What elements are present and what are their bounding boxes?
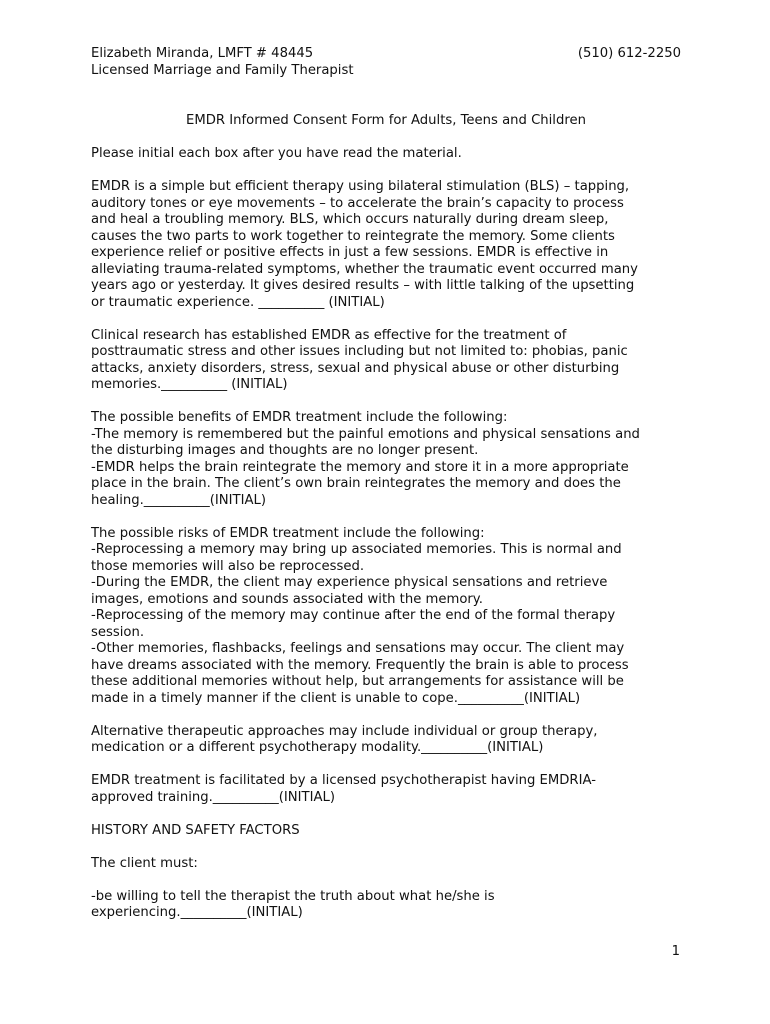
client-must-paragraph: The client must: <box>91 855 198 871</box>
section-heading-history-safety: HISTORY AND SAFETY FACTORS <box>91 822 300 838</box>
letterhead <box>91 46 681 79</box>
emdr-description-paragraph: EMDR is a simple but efficient therapy using bilateral stimulation (BLS) – tapping, auditory tones or eye movements – to accelerate the brain’s capacity to process and heal a troubling memory. BLS, which occurs naturally during dream sleep, causes the two parts to work together to reintegrate the memory. Some clients experience relief or positive effects in just a few sessions. EMDR is effective in alleviating trauma-related symptoms, whether the traumatic event occurred many years ago or yesterday. It gives desired results – with little talking of the upsetting or traumatic experience. __________ (INITIAL) <box>91 179 638 310</box>
instruction-paragraph: Please initial each box after you have read the material. <box>91 146 462 161</box>
facilitation-paragraph: EMDR treatment is facilitated by a licensed psychotherapist having EMDRIA- approved training.__________(INITIAL) <box>91 773 596 805</box>
letterhead-top-row <box>91 46 681 63</box>
form-title: EMDR Informed Consent Form for Adults, Teens and Children <box>186 113 586 128</box>
therapist-role: Licensed Marriage and Family Therapist <box>91 62 354 78</box>
truth-requirement-paragraph: -be willing to tell the therapist the truth about what he/she is experiencing.__________(INITIAL) <box>91 888 495 920</box>
benefits-paragraph: The possible benefits of EMDR treatment include the following: -The memory is remembered but the painful emotions and physical sensations and the disturbing images and thoughts are no longer present. -EMDR helps the brain reintegrate the memory and store it in a more appropriate place in the brain. The client’s own brain reintegrates the memory and does the healing.__________(INITIAL) <box>91 410 640 508</box>
clinical-research-paragraph: Clinical research has established EMDR as effective for the treatment of posttraumatic stress and other issues including but not limited to: phobias, panic attacks, anxiety disorders, stress, sexual and physical abuse or other disturbing memories.__________ (INITIAL) <box>91 327 628 392</box>
alternatives-paragraph: Alternative therapeutic approaches may include individual or group therapy, medication or a different psychotherapy modality.__________(INITIAL) <box>91 723 598 755</box>
page-number: 1 <box>671 944 680 959</box>
form-body <box>91 146 681 938</box>
therapist-name: Elizabeth Miranda, LMFT # 48445 <box>91 46 314 61</box>
therapist-phone: (510) 612-2250 <box>577 46 681 61</box>
risks-paragraph: The possible risks of EMDR treatment include the following: -Reprocessing a memory may bring up associated memories. This is normal and those memories will also be reprocessed. -During the EMDR, the client may experience physical sensations and retrieve images, emotions and sounds associated with the memory. -Reprocessing of the memory may continue after the end of the formal therapy session. -Other memories, flashbacks, feelings and sensations may occur. The client may have dreams associated with the memory. Frequently the brain is able to process these additional memories without help, but arrangements for assistance will be made in a timely manner if the client is unable to cope.__________(INITIAL) <box>91 525 629 706</box>
